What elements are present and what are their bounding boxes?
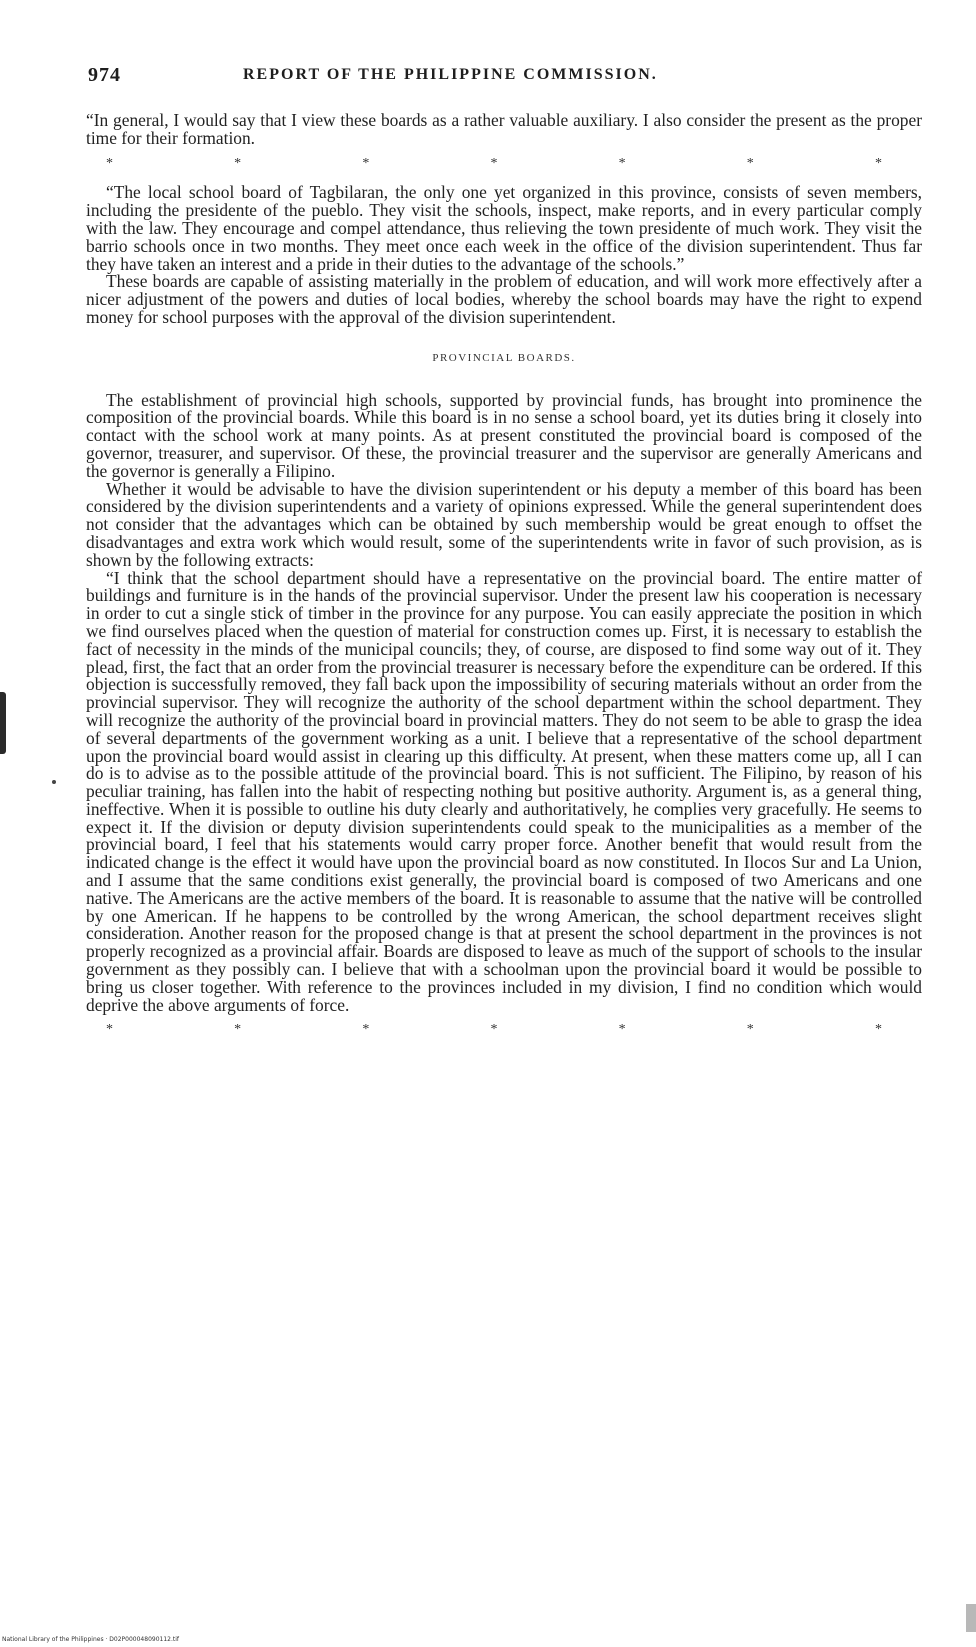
ellipsis-star: * bbox=[362, 155, 370, 171]
ellipsis-star: * bbox=[234, 1022, 242, 1038]
page-number: 974 bbox=[88, 64, 121, 86]
ellipsis-star: * bbox=[106, 1022, 113, 1038]
ellipsis-star: * bbox=[874, 155, 882, 171]
ellipsis-star: * bbox=[234, 155, 242, 171]
paragraph-quote-tagbilaran: “The local school board of Tagbilaran, the only one yet organized in this province, consists of seven members, including the presidente of the pueblo. They visit the schools, inspect, make reports, and in every particular comply with the law. They encourage and compel attendance, thus relieving the town presidente of much work. They visit the barrio schools once in two months. They meet once each week in the office of the division superintendent. Thus far they have taken an interest and a pride in their duties to the advantage of the schools.” bbox=[86, 182, 922, 274]
paragraph-boards-capable: These boards are capable of assisting materially in the problem of education, and will work more effectively after a nicer adjustment of the powers and duties of local bodies, whereby the school boards may have the right to expend money for school purposes with the approval of the division superintendent. bbox=[86, 271, 922, 327]
ellipsis-star: * bbox=[746, 155, 754, 171]
page-body bbox=[86, 112, 922, 1051]
ellipsis-star: * bbox=[490, 1022, 498, 1038]
ellipsis-star: * bbox=[106, 155, 113, 171]
library-stamp: National Library of the Philippines · D02P000048090112.tif bbox=[2, 1636, 180, 1643]
paragraph-quote-representative: “I think that the school department should have a representative on the provincial board. The entire matter of buildings and furniture is in the hands of the provincial supervisor. Under the present law his cooperation is necessary in order to cut a single stick of timber in the province for any purpose. You can easily appreciate the position in which we find ourselves placed when the question of material for construction comes up. First, it is necessary to establish the fact of necessity in the minds of the municipal councils; they, of course, are disposed to find some way out of it. They plead, first, the fact that an order from the provincial treasurer is necessary before the expenditure can be ordered. If this objection is successfully removed, they fall back upon the impossibility of securing materials without an order from the provincial supervisor. They will recognize the authority of the school department within the school department. They will recognize the authority of the provincial board in provincial matters. They do not seem to be able to grasp the idea of several departments of the government working as a unit. I believe that a representative of the school department upon the provincial board would assist in clearing up this difficulty. At present, when these matters come up, all I can do is to advise as to the possible attitude of the provincial board. This is not sufficient. The Filipino, by reason of his peculiar training, has fallen into the habit of respecting nothing but positive authority. Argument is, as a general thing, ineffective. When it is possible to outline his duty clearly and authoritatively, he complies very gracefully. He seems to expect it. If the division or deputy division superintendents could speak to the municipalities as a member of the provincial board, I feel that his statements would carry proper force. Another benefit that would result from the indicated change is the effect it would have upon the provincial board as now constituted. In Ilocos Sur and La Union, and I assume that the same conditions exist generally, the provincial board is composed of two Americans and one native. The Americans are the active members of the board. It is reasonable to assume that the native will be controlled by one American. If he happens to be controlled by the wrong American, the school department receives slight consideration. Another reason for the proposed change is that at present the school department in the provinces is not properly recognized as a provincial affair. Boards are disposed to leave as much of the support of schools to the insular government as they possibly can. I believe that with a schoolman upon the provincial board it would be possible to bring us closer together. With reference to the provinces included in my division, I find no condition which would deprive the above arguments of force. bbox=[86, 567, 922, 1015]
ellipsis-stars-top bbox=[86, 155, 922, 173]
section-heading: PROVINCIAL BOARDS. bbox=[432, 351, 576, 364]
paragraph-quote-general: “In general, I would say that I view these boards as a rather valuable auxiliary. I also consider the present as the proper time for their formation. bbox=[86, 110, 922, 148]
ellipsis-star: * bbox=[874, 1022, 882, 1038]
margin-dot-mark bbox=[52, 780, 56, 784]
ellipsis-star: * bbox=[490, 155, 498, 171]
paragraph-whether: Whether it would be advisable to have the division superintendent or his deputy a member of this board has been considered by the division superintendents and a variety of opinions expressed. While the general superintendent does not consider that the advantages which can be obtained by such membership would be great enough to offset the disadvantages and extra work which would result, some of the superintendents write in favor of such provision, as is shown by the following extracts: bbox=[86, 478, 922, 570]
ellipsis-star: * bbox=[746, 1022, 754, 1038]
binding-shadow-mark bbox=[0, 692, 6, 754]
paragraph-establishment: The establishment of provincial high schools, supported by provincial funds, has brought into prominence the composition of the provincial boards. While this board is in no sense a school board, yet its duties bring it closely into contact with the school work at many points. As at present constituted the provincial board is composed of the governor, treasurer, and supervisor. Of these, the provincial treasurer and the supervisor are generally Americans and the governor is generally a Filipino. bbox=[86, 389, 922, 481]
ellipsis-star: * bbox=[362, 1022, 370, 1038]
scan-edge-mark bbox=[966, 1604, 976, 1632]
running-head: REPORT OF THE PHILIPPINE COMMISSION. bbox=[243, 66, 658, 83]
ellipsis-stars-bottom bbox=[86, 1021, 922, 1039]
page-header bbox=[88, 64, 888, 90]
ellipsis-star: * bbox=[618, 1022, 626, 1038]
ellipsis-star: * bbox=[618, 155, 626, 171]
